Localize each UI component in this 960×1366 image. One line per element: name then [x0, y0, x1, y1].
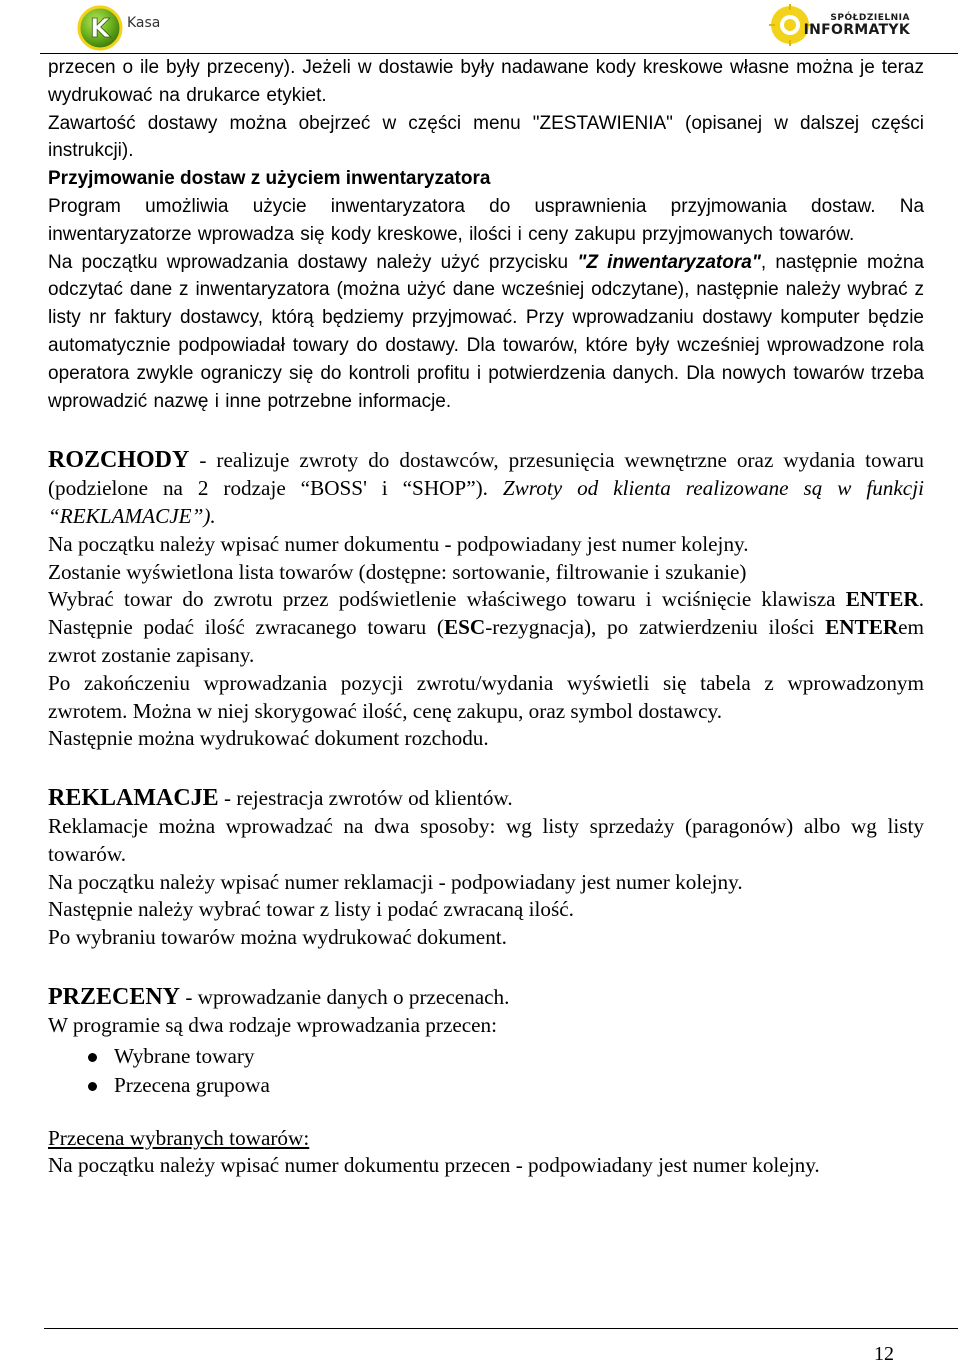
- bullet-icon: [88, 1082, 97, 1091]
- przeceny-subheading: Przecena wybranych towarów:: [48, 1125, 310, 1150]
- reklamacje-intro: REKLAMACJE - rejestracja zwrotów od klientów.: [48, 785, 513, 812]
- paragraph-delivery-contents: Zawartość dostawy można obejrzeć w części menu "ZESTAWIENIA" (opisanej w dalszej części instrukcji).: [48, 112, 924, 162]
- rozchody-line-4: Po zakończeniu wprowadzania pozycji zwrotu/wydania wyświetli się tabela z wprowadzonym zwrotem. Można w niej skorygować ilość, cenę zakupu, oraz symbol dostawcy.: [48, 670, 924, 723]
- kasa-logo-word: Kasa: [127, 15, 161, 31]
- section-title-reklamacje: REKLAMACJE: [48, 785, 219, 812]
- heading-inventory-deliveries: Przyjmowanie dostaw z użyciem inwentaryzatora: [48, 168, 491, 190]
- informatyk-logo: [768, 2, 910, 48]
- page-header: [0, 0, 960, 56]
- inventory-button-name: "Z inwentaryzatora": [577, 251, 761, 273]
- informatyk-logo-bottom: INFORMATYK: [803, 21, 910, 38]
- section-title-przeceny: PRZECENY: [48, 983, 181, 1010]
- document-body: [48, 54, 924, 1180]
- paragraph-inventory-intro: Program umożliwia użycie inwentaryzatora do usprawnienia przyjmowania dostaw. Na inwentaryzatorze wprowadza się kody kreskowe, ilości i ceny zakupu przyjmowanych towarów.: [48, 195, 925, 245]
- przeceny-bullet-list: [48, 1042, 924, 1101]
- przeceny-line-2: Na początku należy wpisać numer dokumentu przecen - podpowiadany jest numer kolejny.: [48, 1153, 820, 1178]
- paragraph-inventory-steps: Na początku wprowadzania dostawy należy użyć przycisku "Z inwentaryzatora", następnie można odczytać dane z inwentaryzatora (można użyć dane wcześniej odczytane), następnie należy wybrać z listy nr faktury dostawcy, którą będziemy przyjmować. Przy wprowadzaniu dostawy komputer będzie automatycznie podpowiadał towary do dostawy. Dla towarów, które były wcześniej wprowadzone rola operatora zwykle ograniczy się do kontroli profitu i potwierdzenia danych. Dla nowych towarów trzeba wprowadzić nazwę i inne potrzebne informacje.: [48, 251, 925, 412]
- section-title-rozchody: ROZCHODY: [48, 447, 190, 474]
- reklamacje-line-1: Reklamacje można wprowadzać na dwa sposoby: wg listy sprzedaży (paragonów) albo wg listy towarów.: [48, 813, 924, 866]
- przeceny-intro: PRZECENY - wprowadzanie danych o przecenach.: [48, 983, 510, 1010]
- kasa-logo-icon: [76, 4, 124, 52]
- key-enter: ENTER: [845, 587, 919, 612]
- list-item: Przecena grupowa: [48, 1071, 924, 1101]
- rozchody-line-1: Na początku należy wpisać numer dokumentu - podpowiadany jest numer kolejny.: [48, 531, 749, 556]
- kasa-logo: [76, 4, 160, 52]
- rozchody-line-3: Wybrać towar do zwrotu przez podświetlenie właściwego towaru i wciśnięcie klawisza ENTER. Następnie podać ilość zwracanego towaru (ESC-rezygnacja), po zatwierdzeniu ilości ENTERem zwrot zostanie zapisany.: [48, 587, 925, 667]
- key-esc: ESC: [443, 615, 486, 640]
- key-enter-2: ENTER: [825, 615, 899, 640]
- reklamacje-line-3: Następnie należy wybrać towar z listy i podać zwracaną ilość.: [48, 897, 574, 922]
- list-item: Wybrane towary: [48, 1042, 924, 1072]
- reklamacje-line-2: Na początku należy wpisać numer reklamacji - podpowiadany jest numer kolejny.: [48, 869, 743, 894]
- rozchody-intro: ROZCHODY - realizuje zwroty do dostawców, przesunięcia wewnętrzne oraz wydania towaru (podzielone na 2 rodzaje “BOSS' i “SHOP”). Zwroty od klienta realizowane są w funkcji “REKLAMACJE”).: [48, 447, 924, 528]
- reklamacje-line-4: Po wybraniu towarów można wydrukować dokument.: [48, 925, 507, 950]
- footer-divider: [44, 1328, 958, 1329]
- rozchody-line-5: Następnie można wydrukować dokument rozchodu.: [48, 726, 489, 751]
- paragraph-deliveries-continued: przecen o ile były przeceny). Jeżeli w dostawie były nadawane kody kreskowe własne można je teraz wydrukować na drukarce etykiet.: [48, 57, 924, 106]
- informatyk-logo-top: SPÓŁDZIELNIA: [830, 12, 910, 23]
- kasa-logo-letter: K: [89, 14, 111, 44]
- rozchody-line-2: Zostanie wyświetlona lista towarów (dostępne: sortowanie, filtrowanie i szukanie): [48, 559, 747, 584]
- page-number: 12: [874, 1343, 894, 1365]
- przeceny-line-1: W programie są dwa rodzaje wprowadzania przecen:: [48, 1012, 498, 1037]
- bullet-icon: [88, 1053, 97, 1062]
